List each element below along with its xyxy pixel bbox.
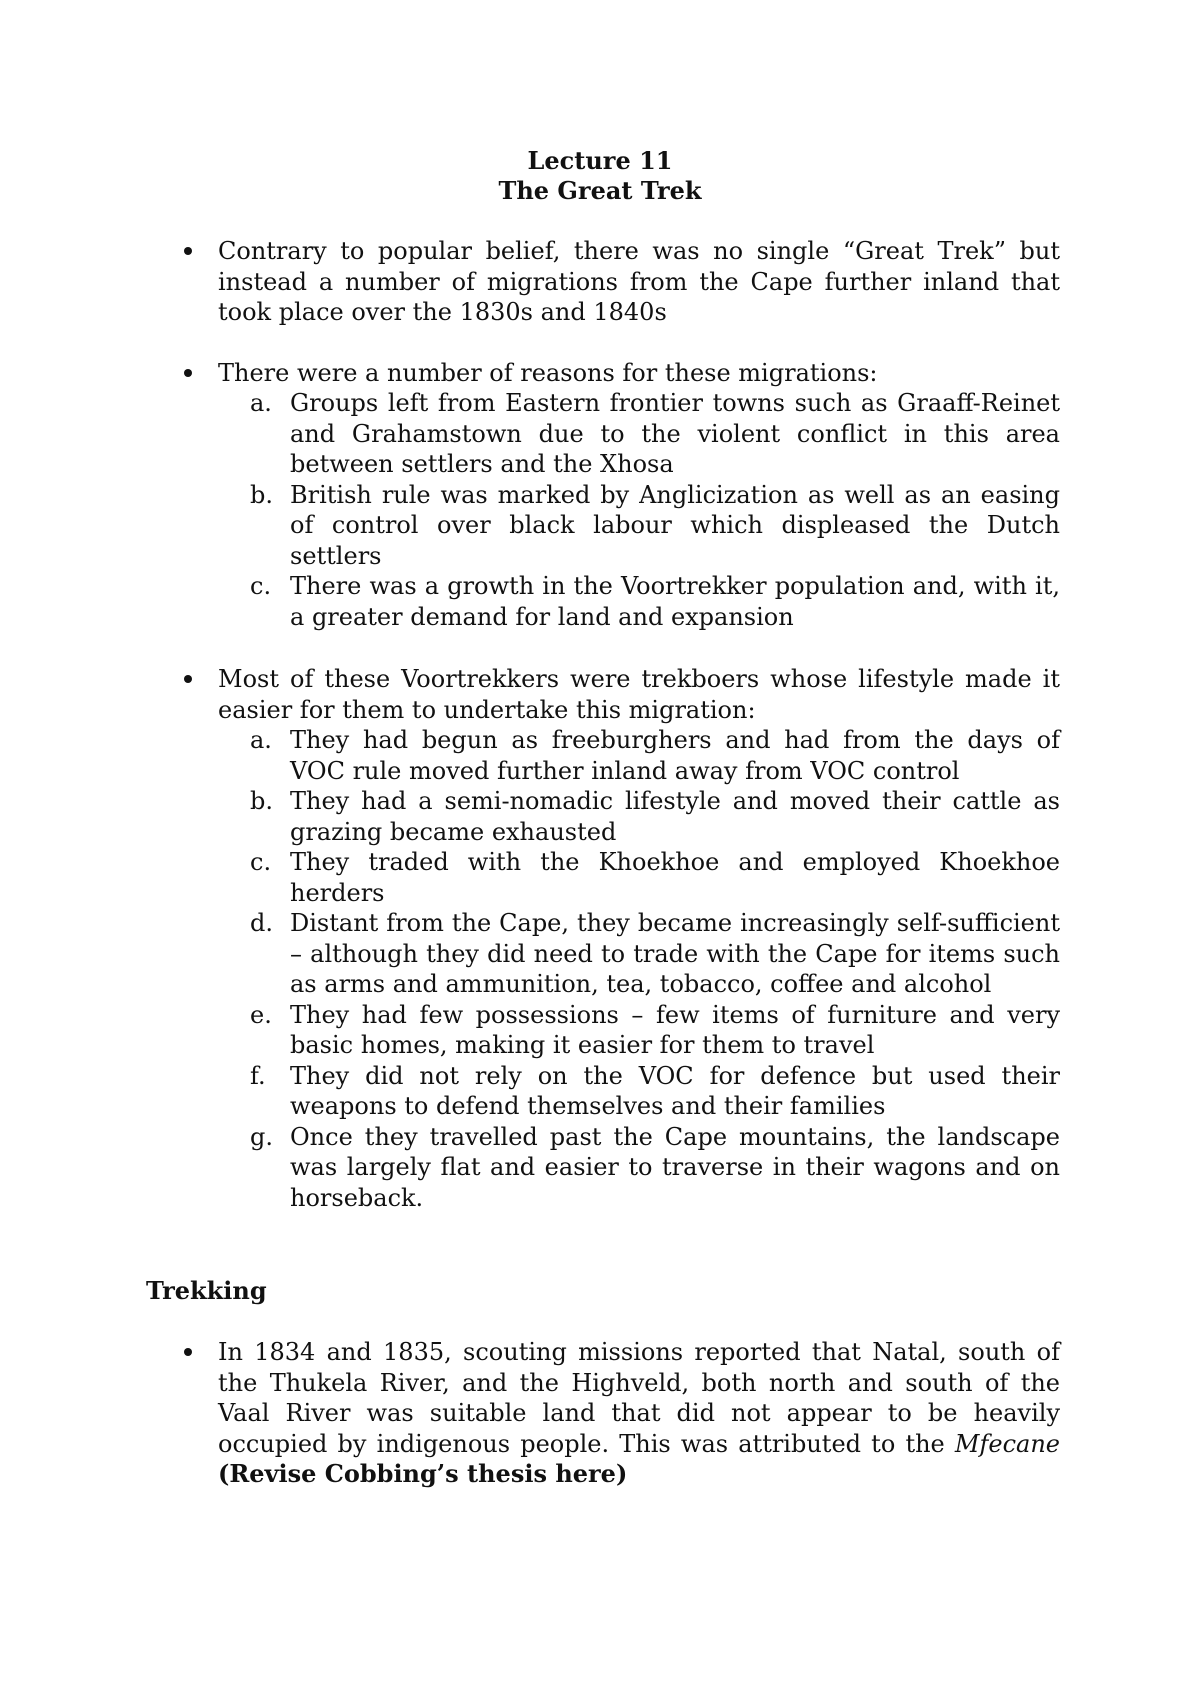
- list-item: [250, 786, 1060, 847]
- bullet-paragraph: [218, 1337, 1060, 1490]
- paragraph-text: In 1834 and 1835, scouting missions reported that Natal, south of the Thukela River, and the Highveld, both north and south of the Vaal River was suitable land that did not appear to be heavily occupied by indigenous people. This was attributed to the: [218, 1338, 1060, 1458]
- list-item: [250, 1061, 1060, 1122]
- lecture-number: Lecture 11: [527, 146, 673, 175]
- section-heading: Trekking: [146, 1276, 267, 1305]
- bullet-icon: [184, 1348, 192, 1356]
- list-marker: g.: [250, 1122, 273, 1151]
- list-marker: c.: [250, 572, 272, 600]
- list-marker: a.: [250, 389, 272, 417]
- list-item-text: They had a semi-nomadic lifestyle and moved their cattle as grazing became exhausted: [290, 787, 1060, 846]
- list-marker: b.: [250, 787, 273, 815]
- list-item-text: Groups left from Eastern frontier towns such as Graaff-Reinet and Grahamstown due to the violent conflict in this area between settlers and the Xhosa: [290, 389, 1060, 478]
- list-item: [250, 1000, 1060, 1061]
- list-marker: a.: [250, 726, 272, 754]
- list-item-text: They traded with the Khoekhoe and employed Khoekhoe herders: [290, 848, 1060, 907]
- list-item: [250, 908, 1060, 1000]
- list-item-text: Distant from the Cape, they became increasingly self-sufficient – although they did need to trade with the Cape for items such as arms and ammunition, tea, tobacco, coffee and alcohol: [290, 909, 1060, 998]
- list-item: [250, 388, 1060, 480]
- bullet-icon: [184, 247, 192, 255]
- list-item-text: They had few possessions – few items of furniture and very basic homes, making it easier for them to travel: [290, 1000, 1060, 1059]
- list-item-text: They did not rely on the VOC for defence but used their weapons to defend themselves and their families: [290, 1061, 1060, 1120]
- list-item-text: They had begun as freeburghers and had from the days of VOC rule moved further inland away from VOC control: [290, 726, 1060, 785]
- list-item: [250, 571, 1060, 632]
- list-marker: d.: [250, 909, 273, 937]
- italic-term: Mfecane: [954, 1429, 1060, 1458]
- list-item: [250, 725, 1060, 786]
- list-item-text: There was a growth in the Voortrekker population and, with it, a greater demand for land and expansion: [290, 572, 1060, 631]
- list-marker: f.: [250, 1061, 266, 1090]
- list-marker: b.: [250, 480, 273, 509]
- trekboer-traits-list: [250, 725, 1060, 1213]
- list-item-text: Once they travelled past the Cape mountains, the landscape was largely flat and easier to traverse in their wagons and on horseback.: [290, 1122, 1060, 1212]
- bullet-paragraph: Contrary to popular belief, there was no single “Great Trek” but instead a number of migrations from the Cape further inland that took place over the 1830s and 1840s: [218, 237, 1060, 326]
- list-marker: c.: [250, 848, 272, 876]
- reasons-list: [250, 388, 1060, 632]
- bullet-icon: [184, 369, 192, 377]
- page-title: The Great Trek: [498, 176, 702, 205]
- bold-note: (Revise Cobbing’s thesis here): [218, 1459, 628, 1488]
- bullet-icon: [184, 675, 192, 683]
- list-item: [250, 1122, 1060, 1214]
- bullet-paragraph: There were a number of reasons for these migrations:: [218, 359, 878, 387]
- bullet-paragraph: Most of these Voortrekkers were trekboers whose lifestyle made it easier for them to undertake this migration:: [218, 665, 1060, 724]
- list-item-text: British rule was marked by Anglicization as well as an easing of control over black labour which displeased the Dutch settlers: [290, 480, 1060, 570]
- list-item: [250, 480, 1060, 572]
- list-item: [250, 847, 1060, 908]
- list-marker: e.: [250, 1000, 272, 1029]
